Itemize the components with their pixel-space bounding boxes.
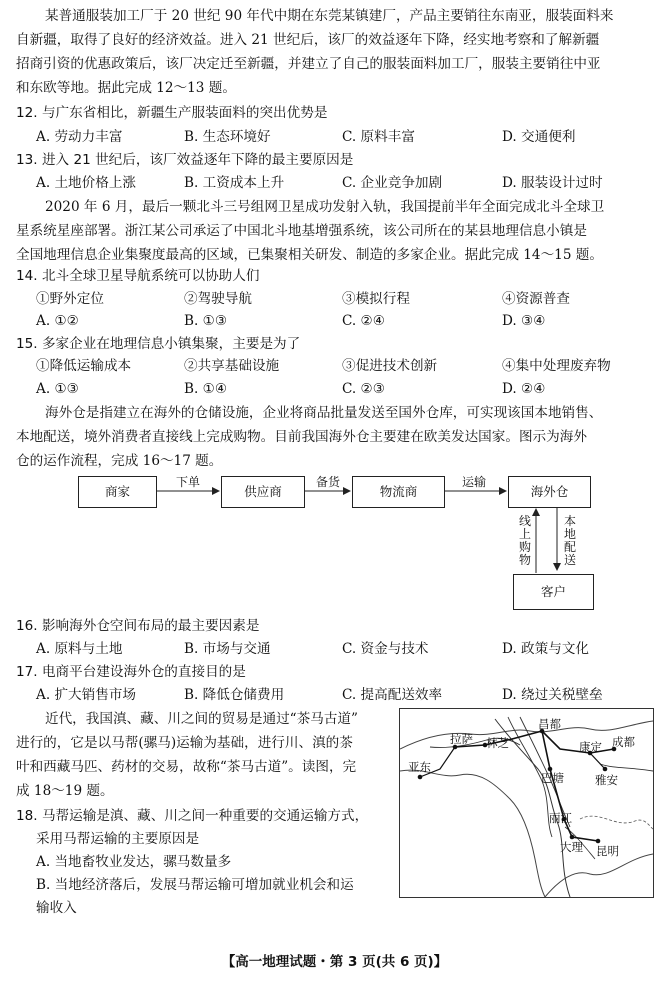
passage-4-line-1: 近代，我国滇、藏、川之间的贸易是通过“茶马古道”: [45, 711, 358, 727]
passage-2-line-3: 全国地理信息企业集聚度最高的区域，已集聚相关研发、制造的多家企业。据此完成 14～15 题。: [16, 247, 603, 263]
map-label-chengdu: 成都: [612, 735, 635, 749]
passage-1-line-4: 和东欧等地。据此完成 12～13 题。: [16, 80, 236, 96]
passage-2-line-2: 星系统星座部署。浙江某公司承运了中国北斗地基增强系统，该公司所在的某县地理信息小镇是: [16, 223, 587, 239]
option-b: B. 降低仓储费用: [184, 687, 285, 703]
option-c: C. 提高配送效率: [342, 687, 443, 703]
item-2: ②驾驶导航: [184, 291, 252, 307]
merchant-box: 商家: [78, 476, 157, 508]
option-b: B. 市场与交通: [184, 641, 271, 657]
option-a: A. 土地价格上涨: [36, 175, 137, 191]
option-a: A. 扩大销售市场: [36, 687, 137, 703]
question-17-options: [36, 683, 636, 707]
map-label-lhasa: 拉萨: [450, 732, 473, 746]
map-label-changdu: 昌都: [538, 717, 561, 731]
question-14-items: [36, 287, 636, 311]
question-14-stem: 14. 北斗全球卫星导航系统可以协助人们: [16, 268, 260, 284]
question-18-stem-line-1: 18. 马帮运输是滇、藏、川之间一种重要的交通运输方式，: [16, 808, 369, 824]
question-15-options: [36, 377, 636, 401]
question-18-option-a: A. 当地畜牧业发达，骡马数量多: [36, 854, 232, 870]
map-label-dali: 大理: [560, 840, 583, 854]
option-b: B. ①④: [184, 381, 228, 397]
map-label-kangding: 康定: [579, 740, 602, 754]
delivery-char: 配: [564, 540, 577, 554]
option-d: D. ③④: [502, 313, 546, 329]
online-char: 上: [519, 527, 532, 541]
map-label-yadong: 亚东: [408, 760, 431, 774]
option-a: A. 劳动力丰富: [36, 129, 123, 145]
question-15-items: [36, 354, 636, 378]
option-c: C. ②④: [342, 313, 385, 329]
option-a: A. 原料与土地: [36, 641, 123, 657]
supplier-box: 供应商: [221, 476, 305, 508]
passage-4-line-4: 成 18～19 题。: [16, 783, 114, 799]
option-c: C. ②③: [342, 381, 385, 397]
flow-diagram: [0, 470, 669, 615]
question-16-stem: 16. 影响海外仓空间布局的最主要因素是: [16, 618, 260, 634]
passage-4-line-2: 进行的，它是以马帮(骡马)运输为基础，进行川、滇的茶: [16, 735, 353, 751]
question-13-options: [36, 171, 636, 195]
option-a: A. ①②: [36, 313, 79, 329]
delivery-char: 本: [564, 514, 577, 528]
passage-4-line-3: 叶和西藏马匹、药材的交易，故称“茶马古道”。读图，完: [16, 759, 357, 775]
item-3: ③促进技术创新: [342, 358, 438, 374]
map-label-nyingchi: 林芝: [486, 736, 509, 750]
question-16-options: [36, 637, 636, 661]
item-4: ④集中处理废弃物: [502, 358, 611, 374]
question-18-option-b-line-1: B. 当地经济落后，发展马帮运输可增加就业机会和运: [36, 877, 354, 893]
question-14-options: [36, 309, 636, 333]
item-2: ②共享基础设施: [184, 358, 280, 374]
option-b: B. ①③: [184, 313, 228, 329]
map-label-lijiang: 丽江: [549, 811, 572, 825]
passage-2-line-1: 2020 年 6 月，最后一颗北斗三号组网卫星成功发射入轨，我国提前半年全面完成北斗全球卫: [45, 199, 605, 215]
option-d: D. 交通便利: [502, 129, 576, 145]
item-4: ④资源普查: [502, 291, 570, 307]
delivery-char: 送: [564, 553, 577, 567]
tea-horse-road-map: [399, 708, 654, 898]
page-footer: 【高一地理试题・第 3 页(共 6 页)】: [221, 954, 448, 970]
question-15-stem: 15. 多家企业在地理信息小镇集聚，主要是为了: [16, 336, 301, 352]
customer-box: 客户: [513, 574, 594, 610]
map-label-batang: 巴塘: [541, 771, 564, 785]
map-label-yaan: 雅安: [595, 773, 618, 787]
question-18-stem-line-2: 采用马帮运输的主要原因是: [36, 831, 200, 847]
map-label-kunming: 昆明: [596, 844, 619, 858]
passage-1-line-2: 自新疆，取得了良好的经济效益。进入 21 世纪后，该厂的效益逐年下降，经实地考察和了解新疆: [16, 32, 600, 48]
option-d: D. 服装设计过时: [502, 175, 603, 191]
passage-3-line-1: 海外仓是指建立在海外的仓储设施，企业将商品批量发送至国外仓库，可实现该国本地销售、: [45, 405, 603, 421]
option-c: C. 资金与技术: [342, 641, 429, 657]
passage-1-line-1: 某普通服装加工厂于 20 世纪 90 年代中期在东莞某镇建厂，产品主要销往东南亚，服装面料来: [45, 8, 614, 24]
online-char: 购: [519, 540, 532, 554]
warehouse-box: 海外仓: [508, 476, 591, 508]
option-b: B. 工资成本上升: [184, 175, 285, 191]
option-d: D. 政策与文化: [502, 641, 590, 657]
local-delivery-label: [564, 515, 576, 567]
online-shopping-label: [519, 515, 531, 567]
delivery-char: 地: [564, 527, 577, 541]
item-3: ③模拟行程: [342, 291, 410, 307]
stock-label: 备货: [316, 475, 341, 489]
transport-label: 运输: [462, 475, 487, 489]
option-d: D. ②④: [502, 381, 546, 397]
order-label: 下单: [176, 475, 201, 489]
option-b: B. 生态环境好: [184, 129, 271, 145]
passage-3-line-2: 本地配送，境外消费者直接线上完成购物。目前我国海外仓主要建在欧美发达国家。图示为海外: [16, 429, 587, 445]
question-12-stem: 12. 与广东省相比，新疆生产服装面料的突出优势是: [16, 105, 328, 121]
online-char: 物: [519, 553, 532, 567]
option-a: A. ①③: [36, 381, 79, 397]
passage-1-line-3: 招商引资的优惠政策后，该厂决定迁至新疆，并建立了自己的服装面料加工厂，服装主要销往中亚: [16, 56, 601, 72]
item-1: ①野外定位: [36, 291, 104, 307]
option-d: D. 绕过关税壁垒: [502, 687, 603, 703]
passage-3-line-3: 仓的运作流程，完成 16～17 题。: [16, 453, 223, 469]
option-c: C. 原料丰富: [342, 129, 415, 145]
question-18-option-b-line-2: 输收入: [36, 900, 77, 916]
online-char: 线: [519, 514, 532, 528]
item-1: ①降低运输成本: [36, 358, 132, 374]
question-13-stem: 13. 进入 21 世纪后，该厂效益逐年下降的最主要原因是: [16, 152, 354, 168]
question-12-options: [36, 125, 636, 149]
logistics-box: 物流商: [352, 476, 445, 508]
question-17-stem: 17. 电商平台建设海外仓的直接目的是: [16, 664, 246, 680]
option-c: C. 企业竞争加剧: [342, 175, 443, 191]
